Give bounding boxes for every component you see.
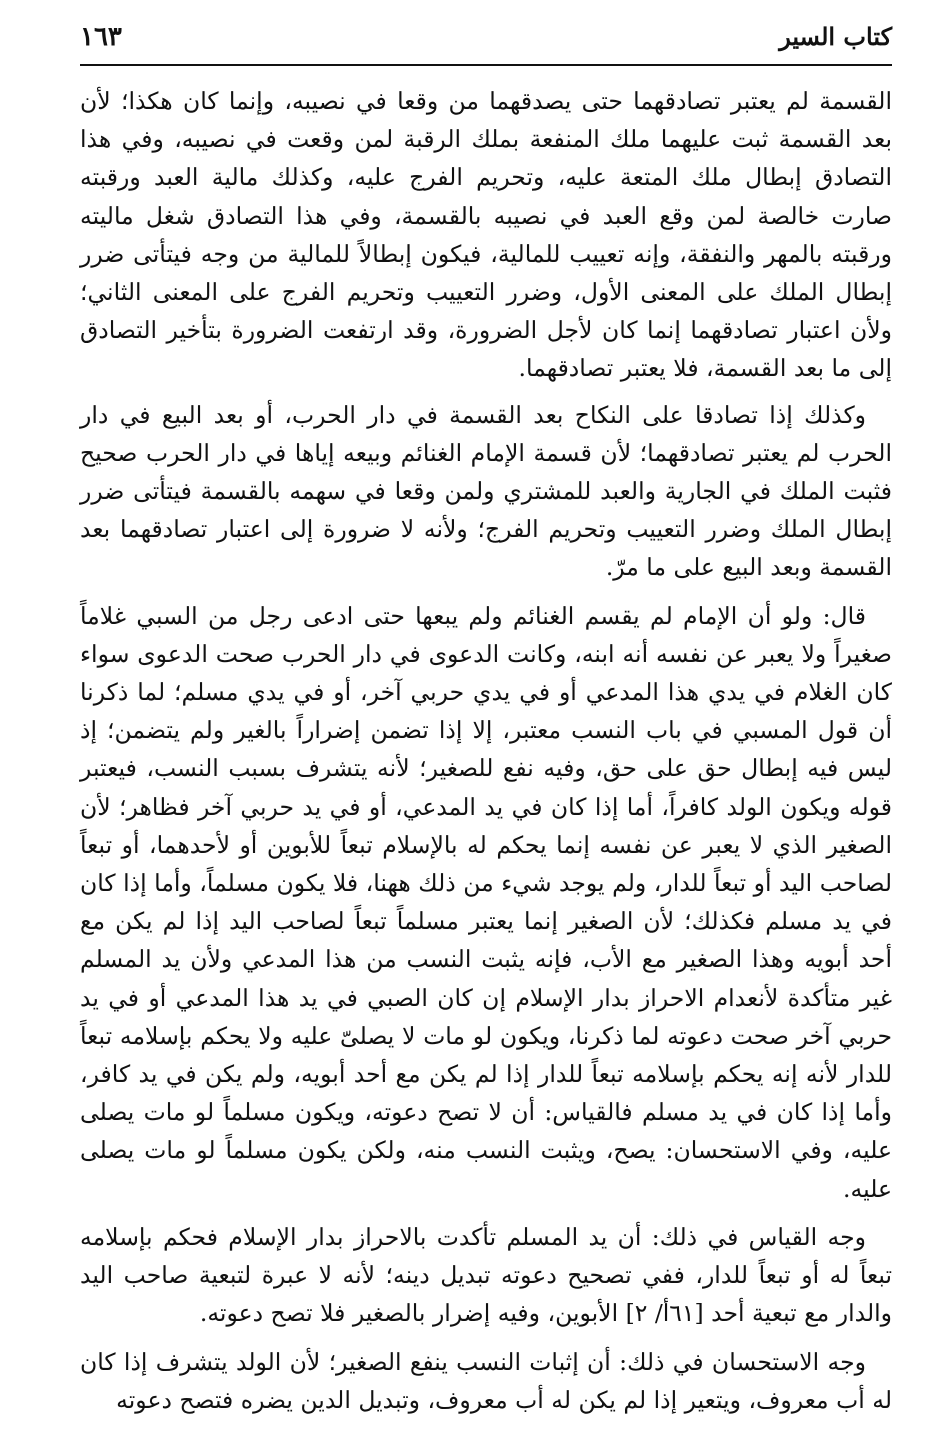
paragraph-4: وجه القياس في ذلك: أن يد المسلم تأكدت بالاحراز بدار الإسلام فحكم بإسلامه تبعاً له أو تبعاً للدار، ففي تصحيح دعوته تبديل دينه؛ لأنه لا عبرة لتبعية صاحب اليد والدار مع تبعية أحد [٦١أ/ ٢] الأبوين، وفيه إضرار بالصغير فلا تصح دعوته.: [80, 1222, 892, 1328]
paragraph-5: وجه الاستحسان في ذلك: أن إثبات النسب ينفع الصغير؛ لأن الولد يتشرف إذا كان له أب معروف، ويتعير إذا لم يكن له أب معروف، وتبديل الدين يضره فتصح دعوته: [80, 1347, 892, 1414]
page-number: ١٦٣: [80, 22, 122, 52]
paragraph-1: القسمة لم يعتبر تصادقهما حتى يصدقهما من وقعا في نصيبه، وإنما كان هكذا؛ لأن بعد القسمة ثبت عليهما ملك المنفعة بملك الرقبة لمن وقعت في نصيبه، وفي هذا التصادق إبطال ملك المتعة عليه، وتحريم الفرج عليه، وكذلك مالية العبد ورقبته صارت خالصة لمن وقع العبد في نصيبه بالقسمة، وفي هذا التصادق شغل ماليته ورقبته بالمهر والنفقة، وإنه تعييب للمالية، فيكون إبطالاً للمالية من وجه فيتأتى ضرر إبطال الملك على المعنى الأول، وضرر التعييب وتحريم الفرج على المعنى الثاني؛ ولأن اعتبار تصادقهما إنما كان لأجل الضرورة، وقد ارتفعت الضرورة بتأخير التصادق إلى ما بعد القسمة، فلا يعتبر تصادقهما.: [80, 87, 892, 383]
paragraph-3: قال: ولو أن الإمام لم يقسم الغنائم ولم يبعها حتى ادعى رجل من السبي غلاماً صغيراً ولا يعبر عن نفسه أنه ابنه، وكانت الدعوى في دار الحرب صحت الدعوى سواء كان الغلام في يدي هذا المدعي أو في يدي حربي آخر، أو في يدي مسلم؛ لما ذكرنا أن قول المسبي في باب النسب معتبر، إلا إذا تضمن إضراراً بالغير ولم يتضمن؛ إذ ليس فيه إبطال حق على حق، وفيه نفع للصغير؛ لأنه يتشرف بسبب النسب، فيعتبر قوله ويكون الولد كافراً، أما إذا كان في يد المدعي، أو في يد حربي آخر فظاهر؛ لأن الصغير الذي لا يعبر عن نفسه إنما يحكم له بالإسلام تبعاً للأبوين أو لأحدهما، أو تبعاً لصاحب اليد أو تبعاً للدار، ولم يوجد شيء من ذلك ههنا، فلا يكون مسلماً، وأما إذا كان في يد مسلم فكذلك؛ لأن الصغير إنما يعتبر مسلماً تبعاً لصاحب اليد إذا لم يكن مع أحد أبويه وهذا الصغير مع الأب، فإنه يثبت النسب من هذا المدعي ولأن يد المسلم غير متأكدة لأنعدام الاحراز بدار الإسلام إن كان الصبي في يد هذا المدعي أو في يد حربي آخر صحت دعوته لما ذكرنا، ويكون لو مات لا يصلىّ عليه ولا يحكم بإسلامه تبعاً للدار لأنه إنه يحكم بإسلامه تبعاً للدار إذا لم يكن مع أحد أبويه، ولم يكن في يد كافر، وأما إذا كان في يد مسلم فالقياس: أن لا تصح دعوته، ويكون مسلماً لو مات يصلى عليه، وفي الاستحسان: يصح، ويثبت النسب منه، ولكن يكون مسلماً لو مات يصلى عليه.: [80, 601, 892, 1203]
header-divider: [80, 64, 892, 66]
paragraph-2: وكذلك إذا تصادقا على النكاح بعد القسمة في دار الحرب، أو بعد البيع في دار الحرب لم يعتبر تصادقهما؛ لأن قسمة الإمام الغنائم وبيعه إياها في دار الحرب صحيح فثبت الملك في الجارية والعبد للمشتري ولمن وقعا في سهمه بالقسمة فيتأتى ضرر إبطال الملك وضرر التعييب وتحريم الفرج؛ ولأنه لا ضرورة إلى اعتبار تصادقهما بعد القسمة وبعد البيع على ما مرّ.: [80, 400, 892, 582]
page-body: [80, 82, 892, 1419]
header-title: كتاب السير: [779, 22, 892, 51]
book-page: [80, 22, 892, 1429]
running-header: [80, 22, 892, 62]
